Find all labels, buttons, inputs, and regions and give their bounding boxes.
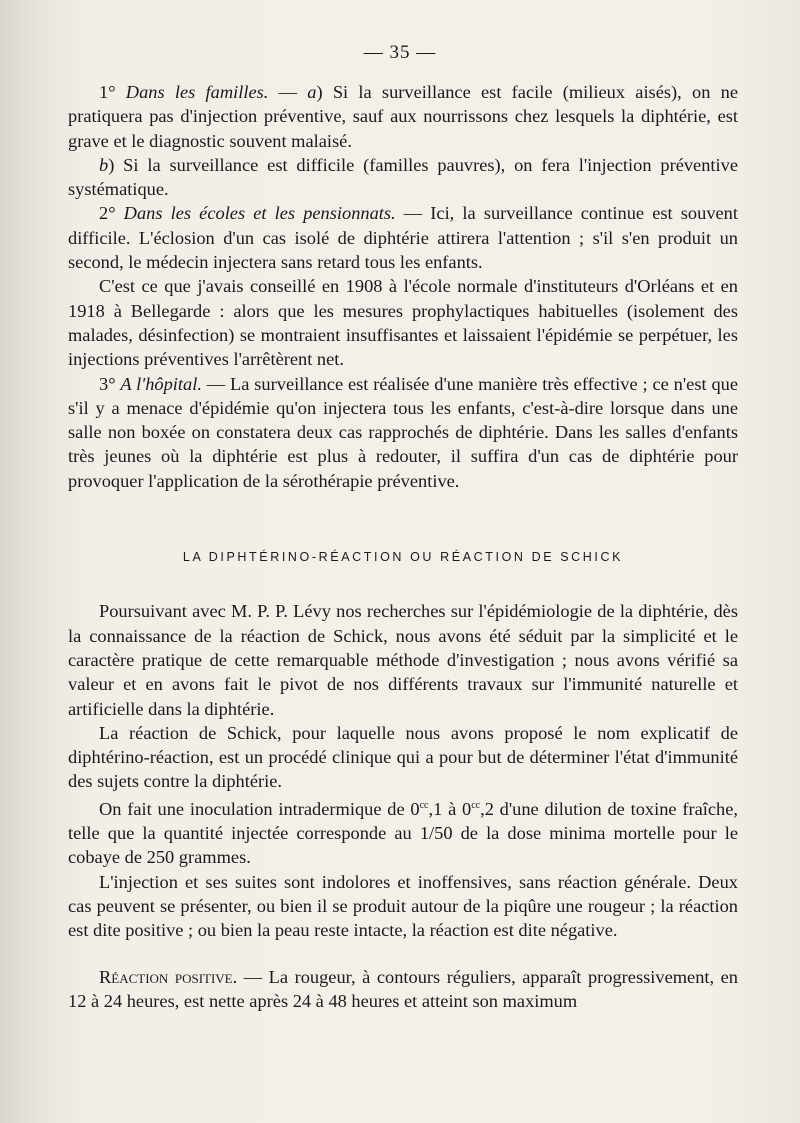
text-run: ,1 à 0: [428, 798, 472, 819]
paragraph: [68, 721, 738, 794]
italic-text: Dans les familles.: [125, 82, 269, 102]
text-run: — Ici, la surveillance continue est souvent difficile. L'éclosion d'un cas isolé de diphtérie attirera l'attention ; s'il s'en produit un second, le médecin injectera sans retard tous les enfants.: [68, 203, 738, 273]
paragraph: [68, 965, 738, 1014]
paragraph: [68, 599, 738, 720]
text-run: L'injection et ses suites sont indolores et inoffensives, sans réaction générale. Deux cas peuvent se présenter, ou bien il se produit autour de la piqûre une rougeur ; la réaction est dite positive ; ou bien la peau reste intacte, la réaction est dite négative.: [68, 871, 738, 941]
section-heading: LA DIPHTÉRINO-RÉACTION OU RÉACTION DE SCHICK: [182, 550, 624, 565]
text-run: ,2 d'une dilution de toxine fraîche, telle que la quantité injectée corresponde au 1/50 de la dose minima mortelle pour le cobaye de 250 grammes.: [68, 798, 738, 868]
paragraph: [68, 201, 738, 274]
paragraph: [68, 153, 738, 202]
italic-text: Dans les écoles et les pensionnats.: [123, 203, 396, 224]
page-body: [68, 80, 738, 1013]
text-run: —: [268, 82, 308, 102]
text-run: ) Si la surveillance est facile (milieux aisés), on ne pratiquera pas d'injection préventive, sauf aux nourrissons chez lesquels la diphtérie, est grave et le diagnostic souvent malaisé.: [68, 82, 738, 151]
superscript-unit: cc: [419, 799, 429, 811]
paragraph: [68, 794, 738, 870]
text-run: 2°: [99, 203, 124, 224]
paragraph: [68, 870, 738, 943]
text-run: On fait une inoculation intradermique de 0: [99, 798, 420, 819]
page-number: — 35 —: [363, 42, 437, 63]
text-run: Poursuivant avec M. P. P. Lévy nos recherches sur l'épidémiologie de la diphtérie, dès la connaissance de la réaction de Schick, nous avons été séduit par la simplicité et le caractère pratique de cette remarquable méthode d'investigation ; nous avons vérifié sa valeur et en avons fait le pivot de nos différents travaux sur l'immunité naturelle et artificielle dans la diphtérie.: [68, 601, 738, 719]
text-run: ) Si la surveillance est difficile (familles pauvres), on fera l'injection préventive systématique.: [68, 154, 738, 200]
paragraph: [68, 274, 738, 371]
text-run: — La rougeur, à contours réguliers, apparaît progressivement, en 12 à 24 heures, est nette après 24 à 48 heures et atteint son maximum: [68, 966, 738, 1011]
italic-text: b: [99, 154, 109, 175]
text-run: La réaction de Schick, pour laquelle nous avons proposé le nom explicatif de diphtérino-réaction, est un procédé clinique qui a pour but de déterminer l'état d'immunité des sujets contre la diphtérie.: [68, 722, 738, 792]
italic-text: A l'hôpital.: [120, 373, 202, 394]
text-run: 1°: [99, 82, 126, 102]
italic-text: a: [307, 82, 317, 102]
text-run: C'est ce que j'avais conseillé en 1908 à l'école normale d'instituteurs d'Orléans et en 1918 à Bellegarde : alors que les mesures prophylactiques habituelles (isolement des malades, désinfection) se montraient insuffisantes et laissaient l'épidémie se perpétuer, les injections préventives l'arrêtèrent net.: [68, 276, 738, 370]
superscript-unit: cc: [471, 799, 481, 811]
text-run: 3°: [99, 373, 121, 394]
paragraph: [68, 372, 738, 493]
text-run: — La surveillance est réalisée d'une manière très effective ; ce n'est que s'il y a menace d'épidémie qu'on injectera tous les enfants, c'est-à-dire lorsque dans une salle non boxée on constatera deux cas rapprochés de diphtérie. Dans les salles d'enfants très jeunes où la diphtérie est plus à redouter, il suffira d'un cas de diphtérie pour provoquer l'application de la sérothérapie préventive.: [68, 373, 738, 491]
paragraph: [68, 80, 738, 153]
small-caps-label: Réaction positive.: [99, 966, 238, 987]
